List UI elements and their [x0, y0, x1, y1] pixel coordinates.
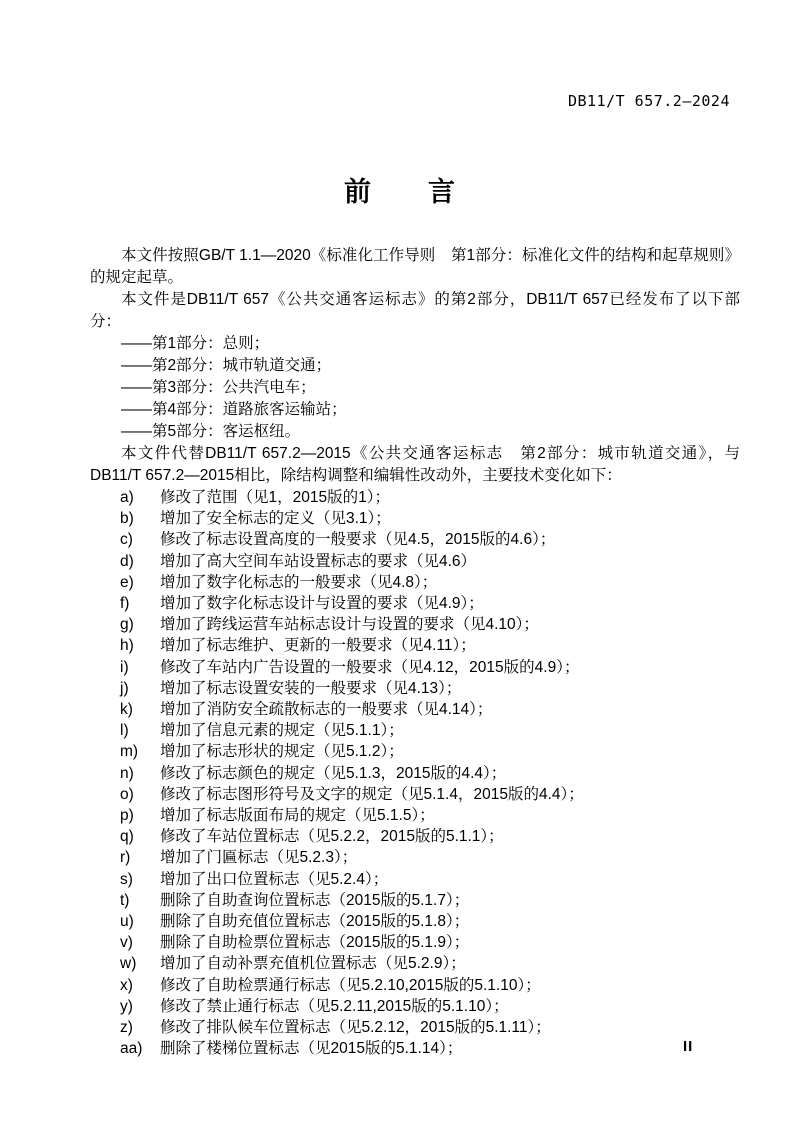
change-text: 增加了消防安全疏散标志的一般要求（见4.14）；: [160, 701, 493, 719]
change-row: [90, 890, 740, 911]
change-row: [90, 529, 740, 550]
change-label: r): [120, 849, 131, 867]
change-row: [90, 699, 740, 720]
change-row: [90, 826, 740, 847]
change-text: 增加了标志版面布局的规定（见5.1.5）；: [160, 807, 435, 825]
change-text: 删除了自助检票位置标志（2015版的5.1.9）；: [160, 934, 470, 952]
change-text: 增加了自动补票充值机位置标志（见5.2.9）；: [160, 955, 466, 973]
change-text: 增加了标志维护、更新的一般要求（见4.11）；: [160, 637, 476, 655]
change-text: 修改了禁止通行标志（见5.2.11,2015版的5.1.10）；: [160, 997, 509, 1015]
para-series-intro: 本文件是DB11/T 657《公共交通客运标志》的第2部分，DB11/T 657已经发布了以下部分：: [90, 291, 740, 330]
change-text: 增加了安全标志的定义（见3.1）；: [160, 510, 391, 528]
change-text: 删除了自助充值位置标志（2015版的5.1.8）；: [160, 913, 470, 931]
change-text: 修改了范围（见1，2015版的1）；: [160, 489, 390, 506]
change-label: c): [120, 531, 133, 549]
change-label: aa): [120, 1040, 143, 1058]
change-text: 增加了标志设置安装的一般要求（见4.13）；: [160, 679, 462, 697]
change-row: [90, 741, 740, 762]
change-text: 增加了出口位置标志（见5.2.4）；: [160, 870, 389, 888]
change-text: 删除了楼梯位置标志（见2015版的5.1.14）；: [160, 1040, 463, 1058]
change-label: s): [120, 870, 133, 888]
page-number: II: [683, 1038, 694, 1055]
change-text: 增加了信息元素的规定（见5.1.1）；: [160, 722, 404, 740]
parts-list: [90, 333, 740, 443]
change-text: 修改了排队候车位置标志（见5.2.12，2015版的5.1.11）；: [160, 1019, 551, 1037]
change-row: [90, 572, 740, 593]
header-standard-code: DB11/T 657.2—2024: [567, 92, 730, 110]
change-row: [90, 953, 740, 974]
change-label: u): [120, 913, 134, 931]
change-row: [90, 847, 740, 868]
change-row: [90, 614, 740, 635]
change-label: k): [120, 701, 133, 719]
change-row: [90, 932, 740, 953]
change-text: 删除了自助查询位置标志（2015版的5.1.7）；: [160, 891, 470, 909]
change-text: 增加了数字化标志设计与设置的要求（见4.9）；: [160, 595, 484, 613]
change-row: [90, 996, 740, 1017]
change-row: [90, 805, 740, 826]
change-text: 增加了数字化标志的一般要求（见4.8）；: [160, 573, 438, 591]
change-row: [90, 720, 740, 741]
change-row: [90, 784, 740, 805]
change-label: j): [120, 679, 129, 697]
change-label: p): [120, 807, 134, 825]
change-row: [90, 1017, 740, 1038]
para-replacement: 本文件代替DB11/T 657.2—2015《公共交通客运标志 第2部分：城市轨道交通》，与DB11/T 657.2—2015相比，除结构调整和编辑性改动外，主要技术变化如下：: [90, 445, 740, 484]
change-label: i): [120, 658, 129, 676]
part-item: ——第5部分：客运枢纽。: [121, 423, 301, 440]
change-label: b): [120, 510, 134, 528]
change-label: f): [120, 595, 130, 613]
foreword-title: 前 言: [344, 177, 456, 207]
change-label: n): [120, 764, 134, 782]
change-label: w): [120, 955, 137, 973]
change-row: [90, 1038, 740, 1059]
change-text: 增加了跨线运营车站标志设计与设置的要求（见4.10）；: [160, 616, 539, 634]
part-item: ——第2部分：城市轨道交通；: [121, 357, 332, 374]
change-text: 增加了标志形状的规定（见5.1.2）；: [160, 743, 404, 761]
change-text: 修改了标志颜色的规定（见5.1.3，2015版的4.4）；: [160, 764, 507, 782]
change-label: g): [120, 616, 134, 634]
change-row: [90, 911, 740, 932]
change-row: [90, 593, 740, 614]
change-text: 修改了车站内广告设置的一般要求（见4.12，2015版的4.9）；: [160, 658, 580, 676]
change-text: 修改了标志设置高度的一般要求（见4.5，2015版的4.6）；: [160, 531, 556, 549]
foreword-content: [90, 245, 740, 1059]
change-row: [90, 763, 740, 784]
change-row: [90, 657, 740, 678]
change-label: e): [120, 573, 134, 591]
change-text: 修改了车站位置标志（见5.2.2，2015版的5.1.1）；: [160, 828, 504, 846]
change-row: [90, 487, 740, 508]
change-label: q): [120, 828, 134, 846]
part-item: ——第1部分：总则；: [121, 335, 270, 352]
change-label: h): [120, 637, 134, 655]
change-label: m): [120, 743, 139, 761]
change-text: 修改了自助检票通行标志（见5.2.10,2015版的5.1.10）；: [160, 976, 541, 994]
change-row: [90, 975, 740, 996]
change-row: [90, 635, 740, 656]
changes-list: [90, 487, 740, 1059]
part-item: ——第4部分：道路旅客运输站；: [121, 401, 347, 418]
change-label: a): [120, 489, 134, 506]
change-label: d): [120, 552, 134, 570]
change-text: 增加了门匾标志（见5.2.3）；: [160, 849, 358, 867]
change-label: t): [120, 891, 130, 909]
part-item: ——第3部分：公共汽电车；: [121, 379, 316, 396]
change-label: v): [120, 934, 133, 952]
change-row: [90, 551, 740, 572]
para-drafting-basis: 本文件按照GB/T 1.1—2020《标准化工作导则 第1部分：标准化文件的结构和起草规则》的规定起草。: [90, 247, 740, 286]
change-label: x): [120, 976, 133, 994]
change-label: l): [120, 722, 129, 740]
change-label: y): [120, 997, 133, 1015]
change-label: o): [120, 785, 134, 803]
change-row: [90, 869, 740, 890]
change-text: 修改了标志图形符号及文字的规定（见5.1.4，2015版的4.4）；: [160, 785, 584, 803]
change-row: [90, 508, 740, 529]
change-text: 增加了高大空间车站设置标志的要求（见4.6）: [160, 552, 477, 570]
change-row: [90, 678, 740, 699]
change-label: z): [120, 1019, 133, 1037]
